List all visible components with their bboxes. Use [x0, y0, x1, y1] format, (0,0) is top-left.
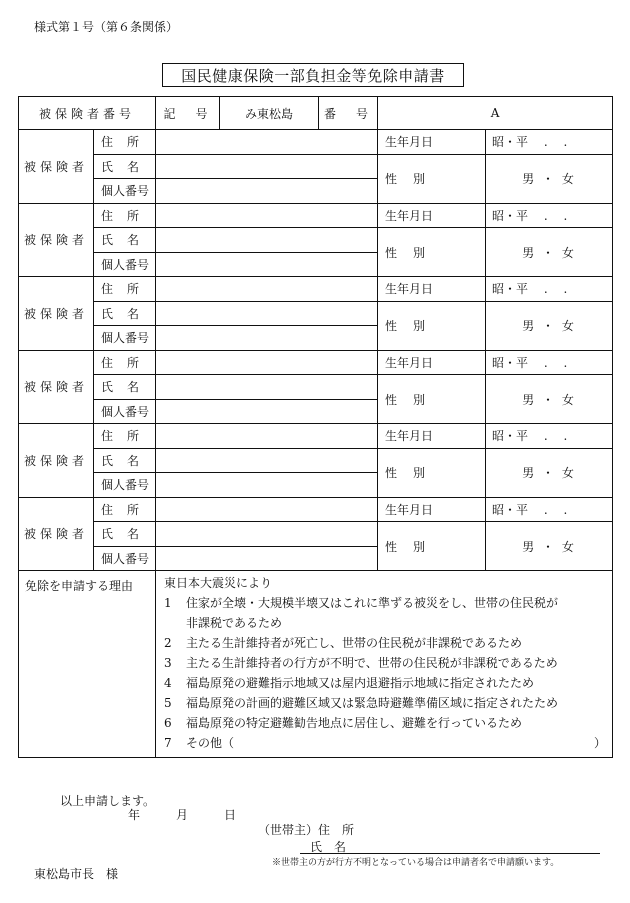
- signature-line[interactable]: [300, 853, 600, 854]
- reason-text: 福島原発の避難指示地域又は屋内退避指示地域に指定されたため: [186, 676, 535, 690]
- sex-label: 性 別: [378, 228, 486, 277]
- birth-label: 生年月日: [378, 497, 486, 522]
- reason-item[interactable]: [164, 653, 606, 673]
- address-label: 住 所: [94, 497, 156, 522]
- name-label: 氏 名: [94, 154, 156, 179]
- name-field[interactable]: [156, 228, 378, 253]
- householder-address-label: （世帯主）住 所: [258, 823, 355, 837]
- id-number-field[interactable]: [156, 546, 378, 571]
- name-field[interactable]: [156, 375, 378, 400]
- birth-era[interactable]: 昭・平 . .: [486, 277, 613, 302]
- birth-label: 生年月日: [378, 130, 486, 155]
- insured-person-row: [19, 130, 613, 155]
- reason-item[interactable]: [164, 673, 606, 693]
- address-label: 住 所: [94, 277, 156, 302]
- reason-number: 3: [164, 656, 172, 670]
- insured-person-row: [19, 448, 613, 473]
- kigo-value[interactable]: み東松島: [220, 97, 319, 130]
- id-number-label: 個人番号: [94, 473, 156, 498]
- header-row: [19, 97, 613, 130]
- insured-group-label: 被保険者: [19, 424, 94, 498]
- birth-era[interactable]: 昭・平 . .: [486, 350, 613, 375]
- address-label: 住 所: [94, 350, 156, 375]
- name-field[interactable]: [156, 522, 378, 547]
- kigo-label: 記 号: [156, 97, 220, 130]
- reason-item[interactable]: [164, 713, 606, 733]
- reason-label: 免除を申請する理由: [19, 571, 156, 758]
- reason-text: 福島原発の計画的避難区域又は緊急時避難準備区域に指定されたため: [186, 696, 559, 710]
- sex-value[interactable]: 男 ・ 女: [486, 228, 613, 277]
- sex-value[interactable]: 男 ・ 女: [486, 154, 613, 203]
- householder-name-label: 氏 名: [310, 840, 347, 854]
- apply-statement: 以上申請します。: [60, 794, 156, 808]
- reason-item[interactable]: [164, 693, 606, 713]
- reason-text: 福島原発の特定避難勧告地点に居住し、避難を行っているため: [186, 716, 523, 730]
- address-field[interactable]: [156, 203, 378, 228]
- birth-era[interactable]: 昭・平 . .: [486, 497, 613, 522]
- id-number-field[interactable]: [156, 473, 378, 498]
- name-field[interactable]: [156, 448, 378, 473]
- reason-item[interactable]: [164, 733, 606, 753]
- reason-text: 住家が全壊・大規模半壊又はこれに準ずる被災をし、世帯の住民税が: [186, 596, 559, 610]
- birth-era[interactable]: 昭・平 . .: [486, 130, 613, 155]
- address-label: 住 所: [94, 203, 156, 228]
- name-label: 氏 名: [94, 448, 156, 473]
- sex-value[interactable]: 男 ・ 女: [486, 448, 613, 497]
- name-label: 氏 名: [94, 228, 156, 253]
- insured-person-row: [19, 497, 613, 522]
- footnote: ※世帯主の方が行方不明となっている場合は申請者名で申請願います。: [272, 858, 560, 868]
- id-number-label: 個人番号: [94, 252, 156, 277]
- insured-group-label: 被保険者: [19, 130, 94, 204]
- address-field[interactable]: [156, 497, 378, 522]
- id-number-label: 個人番号: [94, 179, 156, 204]
- birth-era[interactable]: 昭・平 . .: [486, 203, 613, 228]
- sex-value[interactable]: 男 ・ 女: [486, 301, 613, 350]
- reason-item[interactable]: [164, 633, 606, 653]
- addressee: 東松島市長 様: [34, 867, 119, 881]
- form-title: 国民健康保険一部負担金等免除申請書: [162, 63, 464, 87]
- insured-person-row: [19, 301, 613, 326]
- reason-text: 主たる生計維持者が死亡し、世帯の住民税が非課税であるため: [186, 636, 523, 650]
- address-field[interactable]: [156, 277, 378, 302]
- reason-number: 4: [164, 676, 172, 690]
- birth-label: 生年月日: [378, 424, 486, 449]
- reason-number: 7: [164, 736, 172, 750]
- name-label: 氏 名: [94, 301, 156, 326]
- name-field[interactable]: [156, 154, 378, 179]
- address-field[interactable]: [156, 424, 378, 449]
- name-field[interactable]: [156, 301, 378, 326]
- id-number-label: 個人番号: [94, 546, 156, 571]
- insured-person-row: [19, 350, 613, 375]
- name-label: 氏 名: [94, 522, 156, 547]
- sex-value[interactable]: 男 ・ 女: [486, 375, 613, 424]
- insured-group-label: 被保険者: [19, 277, 94, 351]
- bango-label: 番 号: [319, 97, 378, 130]
- insured-person-row: [19, 424, 613, 449]
- address-label: 住 所: [94, 424, 156, 449]
- id-number-field[interactable]: [156, 399, 378, 424]
- reason-number: 5: [164, 696, 172, 710]
- sex-label: 性 別: [378, 375, 486, 424]
- reason-heading: 東日本大震災により: [164, 576, 273, 590]
- reason-number: 6: [164, 716, 172, 730]
- id-number-label: 個人番号: [94, 399, 156, 424]
- reason-number: 2: [164, 636, 172, 650]
- sex-label: 性 別: [378, 522, 486, 571]
- form-number: 様式第１号（第６条関係）: [34, 20, 179, 34]
- id-number-label: 個人番号: [94, 326, 156, 351]
- reason-row: [19, 571, 613, 758]
- application-date[interactable]: 年 月 日: [128, 808, 237, 822]
- address-label: 住 所: [94, 130, 156, 155]
- reason-close-paren: ）: [594, 736, 607, 750]
- insured-group-label: 被保険者: [19, 350, 94, 424]
- bango-value[interactable]: A: [378, 97, 613, 130]
- insured-person-row: [19, 228, 613, 253]
- birth-era[interactable]: 昭・平 . .: [486, 424, 613, 449]
- insured-person-row: [19, 203, 613, 228]
- birth-label: 生年月日: [378, 203, 486, 228]
- sex-value[interactable]: 男 ・ 女: [486, 522, 613, 571]
- sex-label: 性 別: [378, 301, 486, 350]
- application-table: [18, 96, 613, 758]
- insured-person-row: [19, 522, 613, 547]
- reason-item-continuation: 非課税であるため: [186, 616, 283, 630]
- birth-label: 生年月日: [378, 277, 486, 302]
- address-field[interactable]: [156, 130, 378, 155]
- insured-group-label: 被保険者: [19, 497, 94, 571]
- name-label: 氏 名: [94, 375, 156, 400]
- sex-label: 性 別: [378, 154, 486, 203]
- reason-number: 1: [164, 596, 172, 610]
- birth-label: 生年月日: [378, 350, 486, 375]
- reason-options: [156, 571, 613, 758]
- id-number-field[interactable]: [156, 179, 378, 204]
- reason-item[interactable]: [164, 593, 606, 613]
- id-number-field[interactable]: [156, 252, 378, 277]
- reason-text: 主たる生計維持者の行方が不明で、世帯の住民税が非課税であるため: [186, 656, 558, 670]
- id-number-field[interactable]: [156, 326, 378, 351]
- insured-person-row: [19, 375, 613, 400]
- sex-label: 性 別: [378, 448, 486, 497]
- insured-person-row: [19, 277, 613, 302]
- insured-group-label: 被保険者: [19, 203, 94, 277]
- insured-person-row: [19, 154, 613, 179]
- address-field[interactable]: [156, 350, 378, 375]
- reason-text: その他（: [186, 736, 235, 750]
- insured-number-label: 被保険者番号: [19, 97, 156, 130]
